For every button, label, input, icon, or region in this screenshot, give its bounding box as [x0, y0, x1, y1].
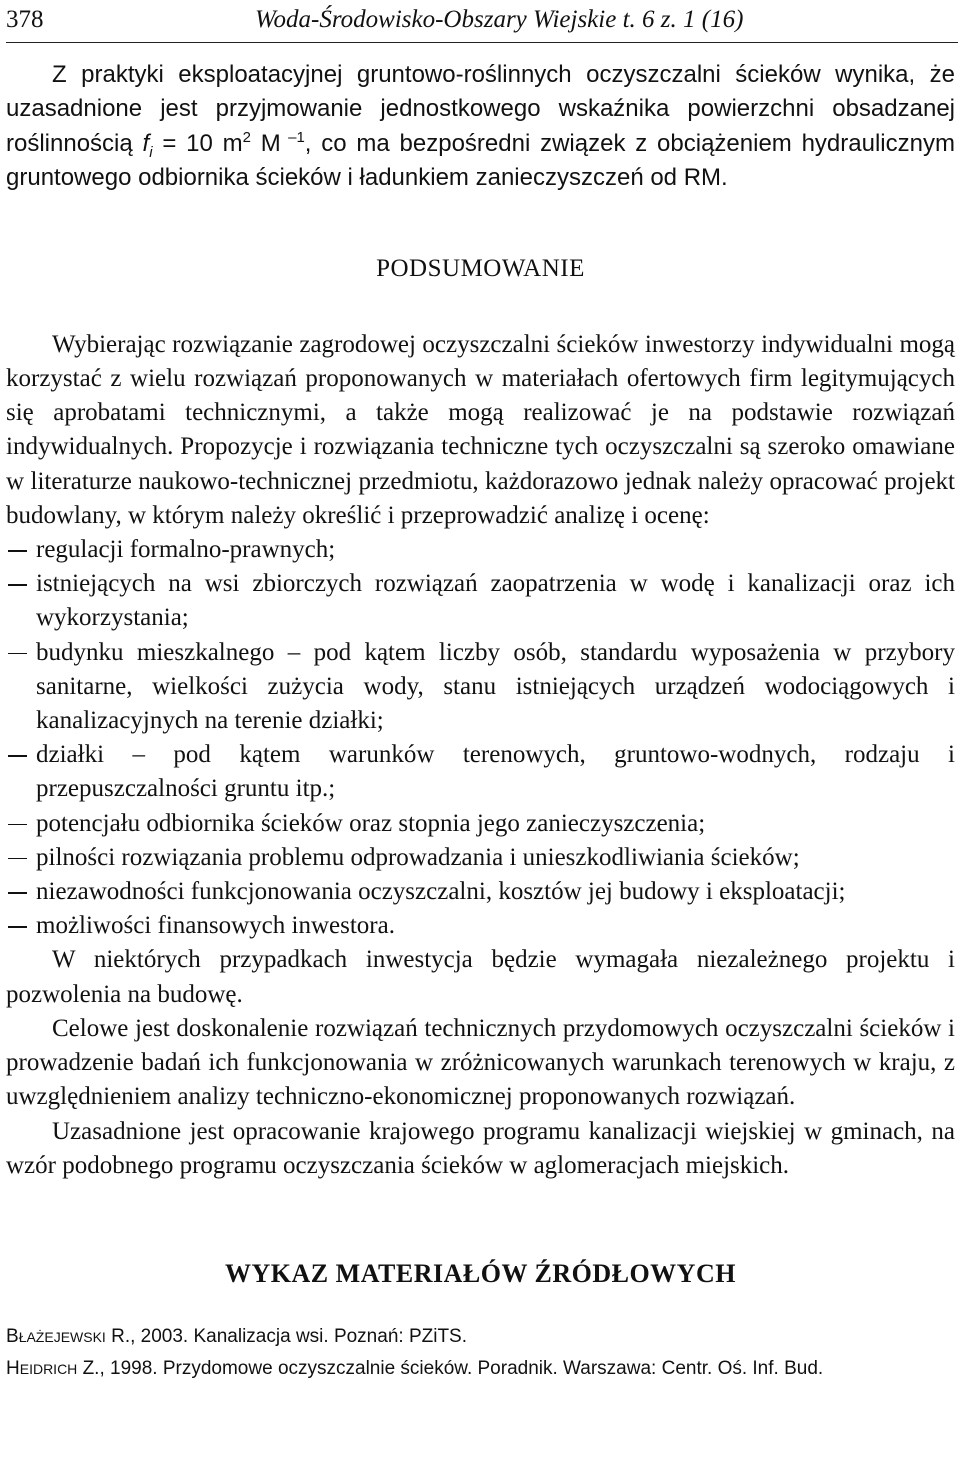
summary-paragraph-3: Celowe jest doskonalenie rozwiązań technicznych przydomowych oczyszczalni ścieków i prowadzenie badań ich funkcjonowania w zróżnicowanych warunkach terenowych w kraju, z uwzględnieniem analizy techniczno-ekonomicznej proponowanych rozwiązań.	[6, 1014, 955, 1111]
reference-item	[6, 1353, 955, 1385]
page-number: 378	[6, 6, 44, 33]
running-title: Woda-Środowisko-Obszary Wiejskie t. 6 z. 1 (16)	[255, 6, 744, 33]
summary-paragraph-4: Uzasadnione jest opracowanie krajowego programu kanalizacji wiejskiej w gminach, na wzór podobnego programu oczyszczania ścieków w aglomeracjach miejskich.	[6, 1117, 955, 1179]
list-item: możliwości finansowych inwestora.	[6, 909, 955, 943]
intro-text-2: , co ma bezpośredni związek z obciążeniem hydraulicznym gruntowego odbiornika ścieków i ładunkiem zanieczyszczeń od RM.	[6, 129, 955, 192]
unit-m: M	[251, 129, 281, 157]
list-item: działki – pod kątem warunków terenowych, gruntowo-wodnych, rodzaju i przepuszczalności gruntu itp.;	[6, 738, 955, 806]
reference-author-initial: B	[6, 1326, 19, 1348]
section-heading-summary: PODSUMOWANIE	[376, 254, 585, 282]
reference-item	[6, 1321, 955, 1353]
reference-author-smallcaps: EIDRICH	[19, 1361, 78, 1378]
list-item: istniejących na wsi zbiorczych rozwiązań zaopatrzenia w wodę i kanalizacji oraz ich wykorzystania;	[6, 567, 955, 635]
intro-paragraph	[6, 58, 955, 196]
symbol-f: f	[142, 129, 150, 157]
summary-paragraph-1: Wybierając rozwiązanie zagrodowej oczyszczalni ścieków inwestorzy indywidualni mogą korzystać z wielu rozwiązań proponowanych w materiałach ofertowych firm legitymujących się aprobatami technicznymi, a także mogą realizować je na podstawie rozwiązań indywidualnych. Propozycje i rozwiązania techniczne tych oczyszczalni są szeroko omawiane w literaturze naukowo-technicznej przedmiotu, każdorazowo jednak należy opracować projekt budowlany, w którym należy określić i przeprowadzić analizę i ocenę:	[6, 330, 955, 529]
subscript-i: i	[149, 143, 153, 161]
list-item: budynku mieszkalnego – pod kątem liczby osób, standardu wyposażenia w przybory sanitarne, wielkości zużycia wody, stanu istniejących urządzeń wodociągowych i kanalizacyjnych na terenie działki;	[6, 636, 955, 739]
list-item: pilności rozwiązania problemu odprowadzania i unieszkodliwiania ścieków;	[6, 841, 955, 875]
reference-text: Z., 1998. Przydomowe oczyszczalnie ścieków. Poradnik. Warszawa: Centr. Oś. Inf. Bud.	[77, 1358, 824, 1380]
reference-author-initial: H	[6, 1358, 20, 1380]
intro-text-1: Z praktyki eksploatacyjnej gruntowo-roślinnych oczyszczalni ścieków wynika, że uzasadnione jest przyjmowanie jednostkowego wskaźnika powierzchni obsadzanej roślinnością	[6, 61, 955, 157]
page-body	[6, 58, 955, 1385]
summary-paragraph-2: W niektórych przypadkach inwestycja będzie wymagała niezależnego projektu i pozwolenia na budowę.	[6, 946, 955, 1008]
section-heading-references: WYKAZ MATERIAŁÓW ŹRÓDŁOWYCH	[225, 1258, 736, 1288]
reference-text: R., 2003. Kanalizacja wsi. Poznań: PZiTS.	[105, 1326, 467, 1348]
superscript-2: 2	[242, 128, 251, 146]
intro-section	[6, 58, 955, 196]
list-item: niezawodności funkcjonowania oczyszczalni, kosztów jej budowy i eksploatacji;	[6, 875, 955, 909]
list-item: potencjału odbiornika ścieków oraz stopnia jego zanieczyszczenia;	[6, 807, 955, 841]
reference-author-smallcaps: ŁAŻEJEWSKI	[18, 1329, 106, 1346]
analysis-list	[6, 533, 955, 943]
list-item: regulacji formalno-prawnych;	[6, 533, 955, 567]
superscript-minus-1: –1	[280, 128, 305, 146]
value-text: = 10 m	[152, 129, 243, 157]
reference-list	[6, 1321, 955, 1385]
page-header	[6, 4, 958, 43]
